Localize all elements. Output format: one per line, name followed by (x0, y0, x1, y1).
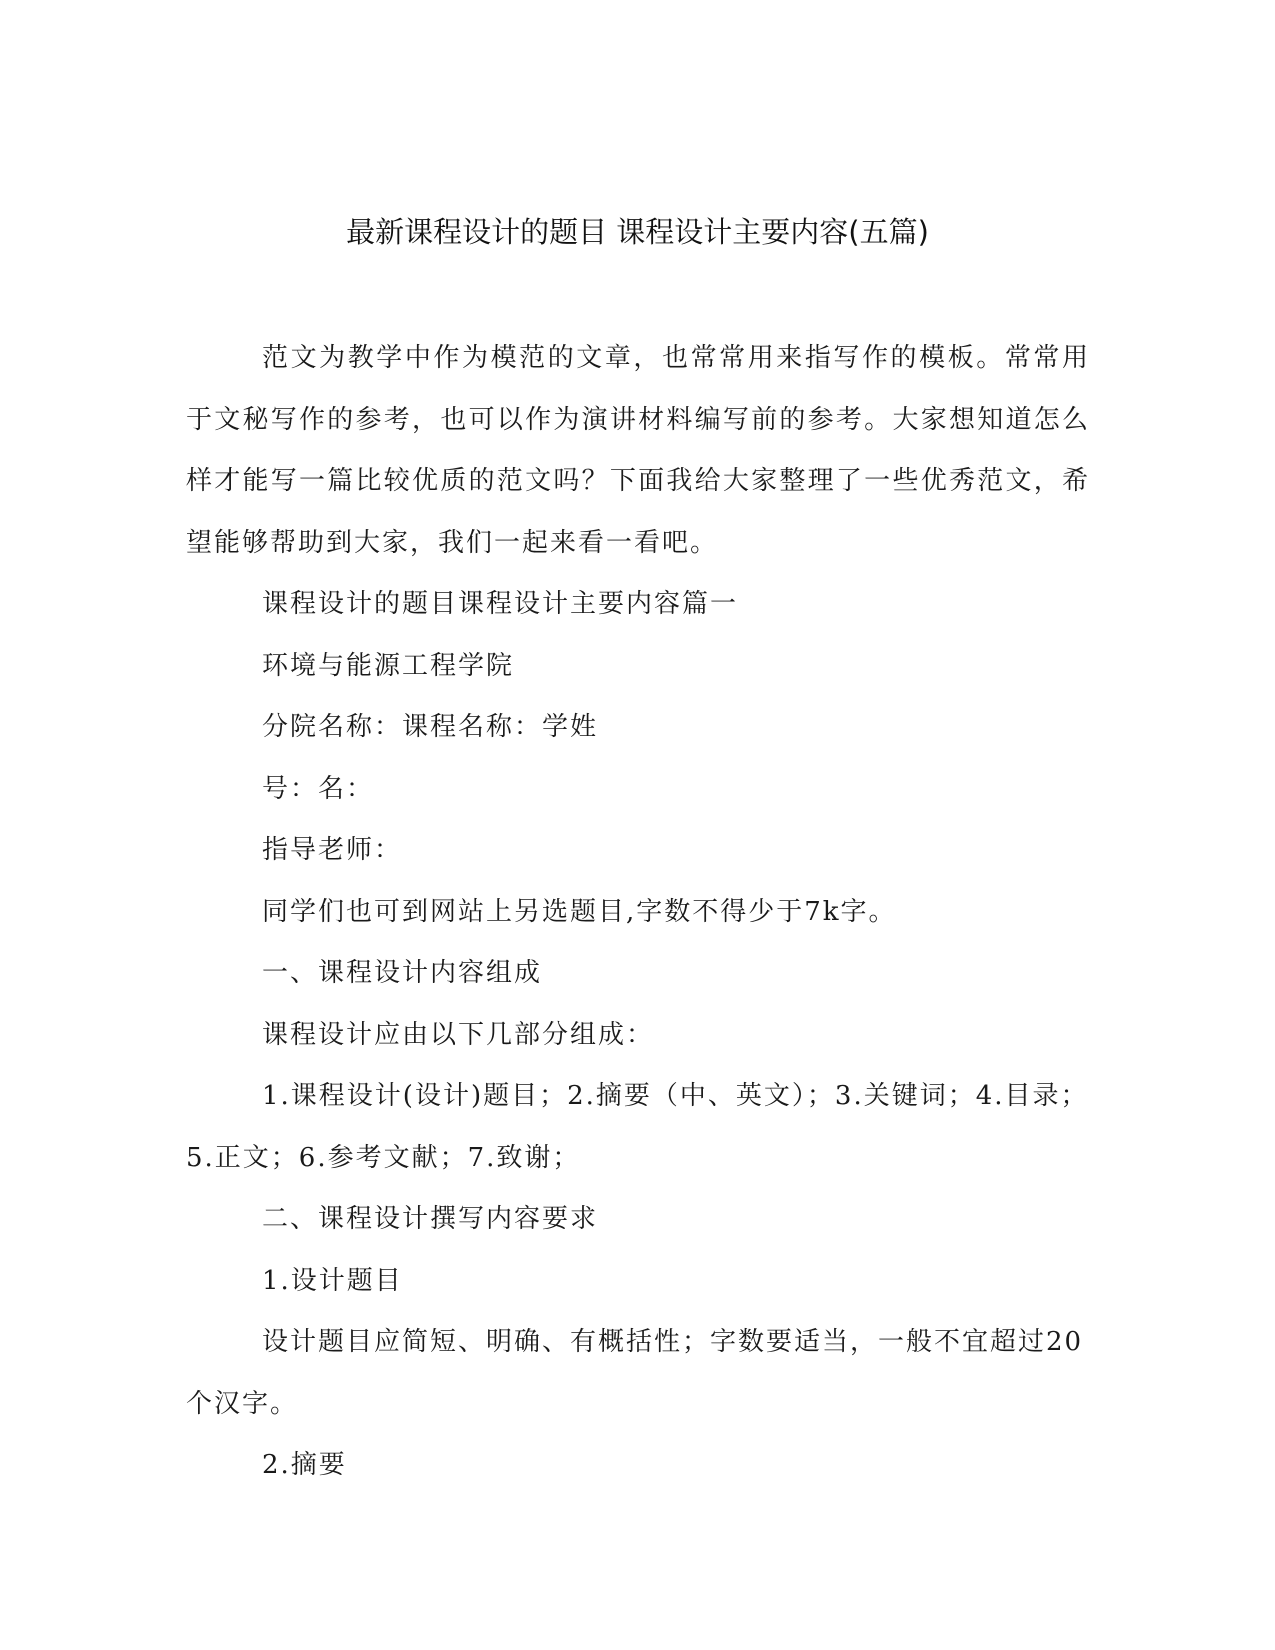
part-one-list: 1.课程设计(设计)题目；2.摘要（中、英文）；3.关键词；4.目录；5.正文；6.参考文献；7.致谢； (186, 1081, 1089, 1173)
note-line: 同学们也可到网站上另选题目,字数不得少于7k字。 (262, 896, 897, 927)
section-heading: 课程设计的题目课程设计主要内容篇一 (262, 589, 739, 619)
institute-line: 环境与能源工程学院 (262, 650, 515, 681)
item-1-heading: 1.设计题目 (262, 1265, 403, 1296)
item-2-heading: 2.摘要 (262, 1450, 347, 1480)
part-one-heading: 一、课程设计内容组成 (262, 958, 543, 988)
advisor-line: 指导老师： (262, 835, 403, 865)
fields-line-1: 分院名称：课程名称：学姓 (262, 712, 599, 742)
item-1-body: 设计题目应简短、明确、有概括性；字数要适当，一般不宜超过20个汉字。 (186, 1327, 1084, 1419)
part-one-intro: 课程设计应由以下几部分组成： (262, 1019, 655, 1050)
part-two-heading: 二、课程设计撰写内容要求 (262, 1204, 599, 1234)
document-body (186, 328, 1090, 1497)
document-title: 最新课程设计的题目 课程设计主要内容(五篇) (346, 215, 929, 249)
intro-paragraph: 范文为教学中作为模范的文章，也常常用来指写作的模板。常常用于文秘写作的参考，也可以作为演讲材料编写前的参考。大家想知道怎么样才能写一篇比较优质的范文吗？下面我给大家整理了一些优秀范文，希望能够帮助到大家，我们一起来看一看吧。 (186, 343, 1090, 558)
fields-line-2: 号：名： (262, 773, 375, 804)
